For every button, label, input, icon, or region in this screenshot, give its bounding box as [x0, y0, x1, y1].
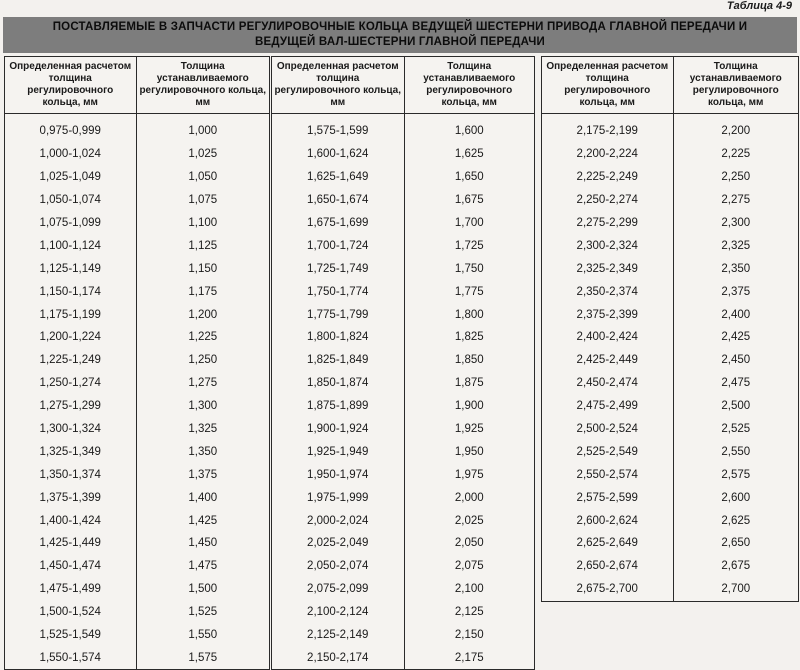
calculated-range-cell: 1,575-1,599	[307, 125, 369, 138]
calculated-range-cell: 2,375-2,399	[576, 308, 638, 321]
calculated-range-cell: 1,425-1,449	[39, 537, 101, 550]
installed-thickness-cell: 2,150	[404, 624, 534, 647]
calculated-range-cell: 2,550-2,574	[576, 468, 638, 481]
table-row	[5, 646, 269, 669]
table-row	[542, 303, 798, 326]
table-row	[542, 189, 798, 212]
installed-thickness-cell: 1,800	[404, 303, 534, 326]
installed-thickness-cell: 1,600	[404, 114, 534, 143]
installed-thickness-cell: 2,200	[673, 114, 798, 143]
calculated-range-cell: 2,625-2,649	[576, 537, 638, 550]
table-row	[5, 486, 269, 509]
installed-thickness-cell: 2,400	[673, 303, 798, 326]
installed-thickness-cell: 1,850	[404, 349, 534, 372]
installed-thickness-cell: 2,000	[404, 486, 534, 509]
table-row	[272, 234, 534, 257]
calculated-range-cell: 2,400-2,424	[576, 331, 638, 344]
table-row	[272, 624, 534, 647]
installed-thickness-cell: 1,675	[404, 189, 534, 212]
header-installed-thickness: Толщина устанавливаемого регулировочного кольца, мм	[673, 57, 798, 114]
installed-thickness-cell: 2,550	[673, 440, 798, 463]
installed-thickness-cell: 2,250	[673, 166, 798, 189]
installed-thickness-cell: 1,175	[136, 280, 269, 303]
installed-thickness-cell: 1,275	[136, 372, 269, 395]
calculated-range-cell: 1,450-1,474	[39, 560, 101, 573]
calculated-range-cell: 1,000-1,024	[39, 148, 101, 161]
table-row	[272, 257, 534, 280]
table-row	[272, 372, 534, 395]
calculated-range-cell: 1,025-1,049	[39, 171, 101, 184]
table-row	[5, 532, 269, 555]
table-row	[272, 212, 534, 235]
calculated-range-cell: 2,475-2,499	[576, 400, 638, 413]
table-row	[272, 143, 534, 166]
installed-thickness-cell: 1,525	[136, 601, 269, 624]
table-row	[5, 114, 269, 143]
calculated-range-cell: 1,100-1,124	[39, 239, 101, 252]
table-row	[5, 280, 269, 303]
calculated-range-cell: 1,775-1,799	[307, 308, 369, 321]
calculated-range-cell: 1,350-1,374	[39, 468, 101, 481]
installed-thickness-cell: 1,575	[136, 646, 269, 669]
table-row	[272, 280, 534, 303]
installed-thickness-cell: 2,450	[673, 349, 798, 372]
calculated-range-cell: 1,225-1,249	[39, 354, 101, 367]
installed-thickness-cell: 1,475	[136, 555, 269, 578]
table-row	[542, 509, 798, 532]
table-row	[542, 234, 798, 257]
table-row	[542, 440, 798, 463]
calculated-range-cell: 2,050-2,074	[307, 560, 369, 573]
table-row	[5, 143, 269, 166]
installed-thickness-cell: 2,325	[673, 234, 798, 257]
table-row	[272, 326, 534, 349]
table-row	[272, 601, 534, 624]
table-row	[542, 578, 798, 601]
calculated-range-cell: 1,925-1,949	[307, 445, 369, 458]
installed-thickness-cell: 1,325	[136, 418, 269, 441]
installed-thickness-cell: 1,725	[404, 234, 534, 257]
table-row	[542, 143, 798, 166]
installed-thickness-cell: 2,300	[673, 212, 798, 235]
calculated-range-cell: 1,675-1,699	[307, 217, 369, 229]
calculated-range-cell: 2,200-2,224	[576, 148, 638, 161]
calculated-range-cell: 1,625-1,649	[307, 171, 369, 184]
table-row	[272, 303, 534, 326]
installed-thickness-cell: 2,700	[673, 578, 798, 601]
table-row	[5, 372, 269, 395]
installed-thickness-cell: 1,825	[404, 326, 534, 349]
calculated-range-cell: 1,250-1,274	[39, 377, 101, 390]
installed-thickness-cell: 2,650	[673, 532, 798, 555]
installed-thickness-cell: 2,050	[404, 532, 534, 555]
table-row	[5, 624, 269, 647]
calculated-range-cell: 1,875-1,899	[307, 400, 369, 413]
installed-thickness-cell: 1,775	[404, 280, 534, 303]
calculated-range-cell: 1,700-1,724	[307, 239, 369, 252]
table-row	[272, 486, 534, 509]
installed-thickness-cell: 2,350	[673, 257, 798, 280]
installed-thickness-cell: 1,750	[404, 257, 534, 280]
table-row	[272, 463, 534, 486]
calculated-range-cell: 1,750-1,774	[307, 285, 369, 298]
table-row	[542, 326, 798, 349]
installed-thickness-cell: 2,375	[673, 280, 798, 303]
table-row	[272, 578, 534, 601]
table-row	[272, 395, 534, 418]
calculated-range-cell: 1,400-1,424	[39, 514, 101, 527]
calculated-range-cell: 1,475-1,499	[39, 583, 101, 596]
table-block-2	[271, 56, 535, 670]
installed-thickness-cell: 1,425	[136, 509, 269, 532]
installed-thickness-cell: 2,475	[673, 372, 798, 395]
table-row	[272, 349, 534, 372]
calculated-range-cell: 1,800-1,824	[307, 331, 369, 344]
installed-thickness-cell: 1,000	[136, 114, 269, 143]
calculated-range-cell: 2,350-2,374	[576, 285, 638, 298]
table-row	[272, 555, 534, 578]
installed-thickness-cell: 2,575	[673, 463, 798, 486]
calculated-range-cell: 1,600-1,624	[307, 148, 369, 161]
calculated-range-cell: 1,525-1,549	[39, 629, 101, 642]
header-calculated-thickness: Определенная расчетом толщина регулировочного кольца, мм	[272, 57, 404, 114]
calculated-range-cell: 2,225-2,249	[576, 171, 638, 184]
installed-thickness-cell: 1,050	[136, 166, 269, 189]
installed-thickness-cell: 1,700	[404, 212, 534, 235]
calculated-range-cell: 2,150-2,174	[307, 651, 369, 664]
calculated-range-cell: 2,575-2,599	[576, 491, 638, 504]
installed-thickness-cell: 2,600	[673, 486, 798, 509]
installed-thickness-cell: 2,025	[404, 509, 534, 532]
table-row	[5, 578, 269, 601]
calculated-range-cell: 1,325-1,349	[39, 445, 101, 458]
calculated-range-cell: 1,075-1,099	[39, 217, 101, 229]
calculated-range-cell: 1,850-1,874	[307, 377, 369, 390]
calculated-range-cell: 2,675-2,700	[576, 583, 638, 596]
calculated-range-cell: 2,250-2,274	[576, 194, 638, 207]
installed-thickness-cell: 2,175	[404, 646, 534, 669]
installed-thickness-cell: 2,125	[404, 601, 534, 624]
calculated-range-cell: 0,975-0,999	[39, 125, 101, 138]
table-row	[542, 463, 798, 486]
installed-thickness-cell: 2,525	[673, 418, 798, 441]
installed-thickness-cell: 1,500	[136, 578, 269, 601]
table-row	[542, 212, 798, 235]
installed-thickness-cell: 1,925	[404, 418, 534, 441]
installed-thickness-cell: 1,550	[136, 624, 269, 647]
calculated-range-cell: 1,825-1,849	[307, 354, 369, 367]
calculated-range-cell: 1,550-1,574	[39, 651, 101, 664]
installed-thickness-cell: 1,900	[404, 395, 534, 418]
installed-thickness-cell: 2,675	[673, 555, 798, 578]
calculated-range-cell: 1,275-1,299	[39, 400, 101, 413]
calculated-range-cell: 1,175-1,199	[39, 308, 101, 321]
table-row	[5, 509, 269, 532]
installed-thickness-cell: 1,975	[404, 463, 534, 486]
installed-thickness-cell: 1,200	[136, 303, 269, 326]
calculated-range-cell: 2,300-2,324	[576, 239, 638, 252]
calculated-range-cell: 1,650-1,674	[307, 194, 369, 207]
calculated-range-cell: 2,075-2,099	[307, 583, 369, 596]
installed-thickness-cell: 1,150	[136, 257, 269, 280]
table-block-1	[4, 56, 270, 670]
calculated-range-cell: 2,000-2,024	[307, 514, 369, 527]
calculated-range-cell: 1,950-1,974	[307, 468, 369, 481]
installed-thickness-cell: 1,625	[404, 143, 534, 166]
table-row	[5, 418, 269, 441]
table-row	[542, 372, 798, 395]
calculated-range-cell: 1,300-1,324	[39, 423, 101, 436]
table-title	[3, 17, 797, 53]
installed-thickness-cell: 2,425	[673, 326, 798, 349]
header-calculated-thickness: Определенная расчетом толщина регулировочного кольца, мм	[542, 57, 673, 114]
table-row	[5, 349, 269, 372]
installed-thickness-cell: 1,300	[136, 395, 269, 418]
table-number: Таблица 4-9	[726, 0, 792, 12]
table-row	[542, 349, 798, 372]
shim-table-2	[272, 57, 534, 669]
table-row	[272, 532, 534, 555]
table-row	[542, 395, 798, 418]
table-title-line-2: ВЕДУЩЕЙ ВАЛ-ШЕСТЕРНИ ГЛАВНОЙ ПЕРЕДАЧИ	[254, 36, 546, 48]
calculated-range-cell: 1,900-1,924	[307, 423, 369, 436]
installed-thickness-cell: 1,450	[136, 532, 269, 555]
installed-thickness-cell: 1,375	[136, 463, 269, 486]
installed-thickness-cell: 2,100	[404, 578, 534, 601]
table-row	[272, 646, 534, 669]
calculated-range-cell: 2,275-2,299	[576, 217, 638, 229]
installed-thickness-cell: 1,875	[404, 372, 534, 395]
table-row	[5, 166, 269, 189]
table-row	[5, 326, 269, 349]
installed-thickness-cell: 1,100	[136, 212, 269, 235]
table-row	[272, 166, 534, 189]
table-row	[5, 303, 269, 326]
installed-thickness-cell: 2,625	[673, 509, 798, 532]
calculated-range-cell: 2,450-2,474	[576, 377, 638, 390]
shim-table-3	[542, 57, 798, 601]
table-row	[5, 257, 269, 280]
calculated-range-cell: 2,525-2,549	[576, 445, 638, 458]
calculated-range-cell: 2,325-2,349	[576, 262, 638, 275]
table-row	[5, 555, 269, 578]
installed-thickness-cell: 1,250	[136, 349, 269, 372]
table-row	[542, 257, 798, 280]
table-row	[542, 280, 798, 303]
calculated-range-cell: 1,725-1,749	[307, 262, 369, 275]
installed-thickness-cell: 1,075	[136, 189, 269, 212]
installed-thickness-cell: 1,125	[136, 234, 269, 257]
installed-thickness-cell: 2,500	[673, 395, 798, 418]
table-row	[272, 418, 534, 441]
calculated-range-cell: 2,650-2,674	[576, 560, 638, 573]
calculated-range-cell: 2,175-2,199	[576, 125, 638, 138]
installed-thickness-cell: 1,400	[136, 486, 269, 509]
table-row	[5, 463, 269, 486]
table-row	[542, 166, 798, 189]
calculated-range-cell: 1,125-1,149	[39, 262, 101, 275]
installed-thickness-cell: 1,350	[136, 440, 269, 463]
calculated-range-cell: 1,500-1,524	[39, 606, 101, 619]
shim-table-1	[5, 57, 269, 669]
calculated-range-cell: 1,200-1,224	[39, 331, 101, 344]
table-row	[272, 189, 534, 212]
table-row	[5, 601, 269, 624]
calculated-range-cell: 1,150-1,174	[39, 285, 101, 298]
installed-thickness-cell: 1,025	[136, 143, 269, 166]
installed-thickness-cell: 1,225	[136, 326, 269, 349]
header-calculated-thickness: Определенная расчетом толщина регулировочного кольца, мм	[5, 57, 136, 114]
table-row	[542, 418, 798, 441]
header-installed-thickness: Толщина устанавливаемого регулировочного кольца, мм	[136, 57, 269, 114]
calculated-range-cell: 2,100-2,124	[307, 606, 369, 619]
calculated-range-cell: 1,975-1,999	[307, 491, 369, 504]
table-row	[5, 440, 269, 463]
calculated-range-cell: 1,375-1,399	[39, 491, 101, 504]
table-row	[5, 189, 269, 212]
installed-thickness-cell: 1,650	[404, 166, 534, 189]
table-row	[272, 114, 534, 143]
table-row	[542, 114, 798, 143]
installed-thickness-cell: 1,950	[404, 440, 534, 463]
table-row	[5, 212, 269, 235]
installed-thickness-cell: 2,275	[673, 189, 798, 212]
calculated-range-cell: 2,500-2,524	[576, 423, 638, 436]
table-row	[542, 555, 798, 578]
table-title-line-1: ПОСТАВЛЯЕМЫЕ В ЗАПЧАСТИ РЕГУЛИРОВОЧНЫЕ КОЛЬЦА ВЕДУЩЕЙ ШЕСТЕРНИ ПРИВОДА ГЛАВНОЙ ПЕРЕДАЧИ И	[52, 21, 748, 33]
calculated-range-cell: 2,025-2,049	[307, 537, 369, 550]
table-row	[272, 440, 534, 463]
table-block-3	[541, 56, 799, 602]
calculated-range-cell: 2,600-2,624	[576, 514, 638, 527]
calculated-range-cell: 2,125-2,149	[307, 629, 369, 642]
installed-thickness-cell: 2,075	[404, 555, 534, 578]
table-row	[5, 395, 269, 418]
installed-thickness-cell: 2,225	[673, 143, 798, 166]
table-row	[542, 486, 798, 509]
table-row	[5, 234, 269, 257]
header-installed-thickness: Толщина устанавливаемого регулировочного кольца, мм	[404, 57, 534, 114]
calculated-range-cell: 1,050-1,074	[39, 194, 101, 207]
table-row	[272, 509, 534, 532]
calculated-range-cell: 2,425-2,449	[576, 354, 638, 367]
table-row	[542, 532, 798, 555]
